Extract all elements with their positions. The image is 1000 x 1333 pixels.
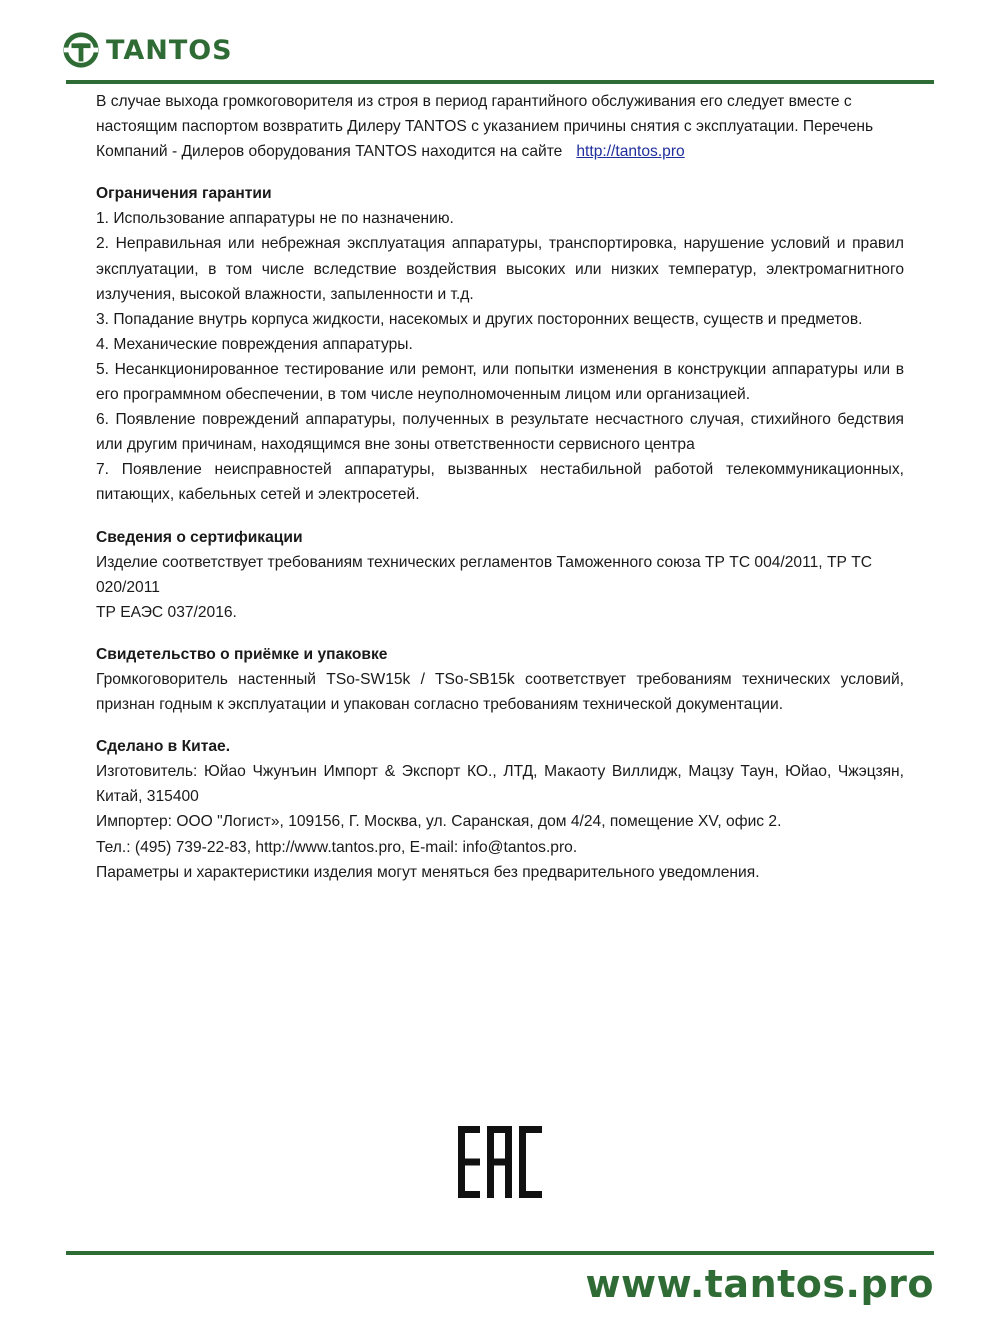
logo-text: TANTOS <box>106 34 233 66</box>
certification-line-3: ТР ЕАЭС 037/2016. <box>96 603 237 621</box>
document-body <box>96 89 904 885</box>
warranty-limit-item: 1. Использование аппаратуры не по назначению. <box>96 210 454 228</box>
intro-line-3 <box>96 139 904 164</box>
acceptance-text: Громкоговоритель настенный TSo-SW15k / TSo-SB15k соответствует требованиям технических условий, признан годным к эксплуатации и упакован согласно требованиям технической документации. <box>96 670 904 714</box>
acceptance-heading: Свидетельство о приёмке и упаковке <box>96 645 388 663</box>
intro-line-2: настоящим паспортом возвратить Дилеру TANTOS с указанием причины снятия с эксплуатации. Перечень <box>96 118 874 136</box>
intro-line-1: В случае выхода громкоговорителя из строя в период гарантийного обслуживания его следует вместе с <box>96 93 852 110</box>
warranty-limit-item: 4. Механические повреждения аппаратуры. <box>96 335 413 353</box>
footer-divider <box>66 1251 934 1255</box>
importer-text: Импортер: ООО "Логист», 109156, Г. Москва, ул. Саранская, дом 4/24, помещение XV, офис 2. <box>96 813 782 831</box>
footer-website[interactable]: www.tantos.pro <box>585 1262 934 1306</box>
warranty-limit-item: 5. Несанкционированное тестирование или ремонт, или попытки изменения в конструкции аппаратуры или в его программном обеспечении, в том числе неуполномоченным лицом или организацией. <box>96 360 904 404</box>
header <box>62 28 233 72</box>
eac-mark-icon <box>458 1126 542 1198</box>
warranty-limit-item: 7. Появление неисправностей аппаратуры, вызванных нестабильной работой телекоммуникационных, питающих, кабельных сетей и электросетей. <box>96 461 904 504</box>
warranty-limit-item: 6. Появление повреждений аппаратуры, полученных в результате несчастного случая, стихийного бедствия или другим причинам, находящимся вне зоны ответственности сервисного центра <box>96 411 904 454</box>
contacts-text: Тел.: (495) 739-22-83, http://www.tantos.pro, E-mail: info@tantos.pro. <box>96 838 578 856</box>
manufacturer-text: Изготовитель: Юйао Чжунъин Импорт & Экспорт КО., ЛТД, Макаоту Виллидж, Мацзу Таун, Юйао, Чжэцзян, Китай, 315400 <box>96 763 904 806</box>
tantos-logo-icon <box>62 31 100 69</box>
notice-text: Параметры и характеристики изделия могут меняться без предварительного уведомления. <box>96 863 760 881</box>
warranty-limit-item: 3. Попадание внутрь корпуса жидкости, насекомых и других посторонних веществ, существ и предметов. <box>96 310 863 328</box>
warranty-limit-item: 2. Неправильная или небрежная эксплуатация аппаратуры, транспортировка, нарушение условий и правил эксплуатации, в том числе вследствие воздействия высоких или низких температур, электромагнитного излучения, высокой влажности, запыленности и т.д. <box>96 235 904 303</box>
warranty-limits-heading: Ограничения гарантии <box>96 185 272 203</box>
certification-line-2: 020/2011 <box>96 578 160 596</box>
intro-line-3-text: Компаний - Дилеров оборудования TANTOS находится на сайте <box>96 143 563 161</box>
header-divider <box>66 80 934 84</box>
made-in-heading: Сделано в Китае. <box>96 738 231 756</box>
certification-heading: Сведения о сертификации <box>96 528 303 546</box>
dealers-link[interactable]: http://tantos.pro <box>576 143 685 161</box>
certification-line-1: Изделие соответствует требованиям технических регламентов Таможенного союза ТР ТС 004/2011, ТР ТС <box>96 553 872 571</box>
